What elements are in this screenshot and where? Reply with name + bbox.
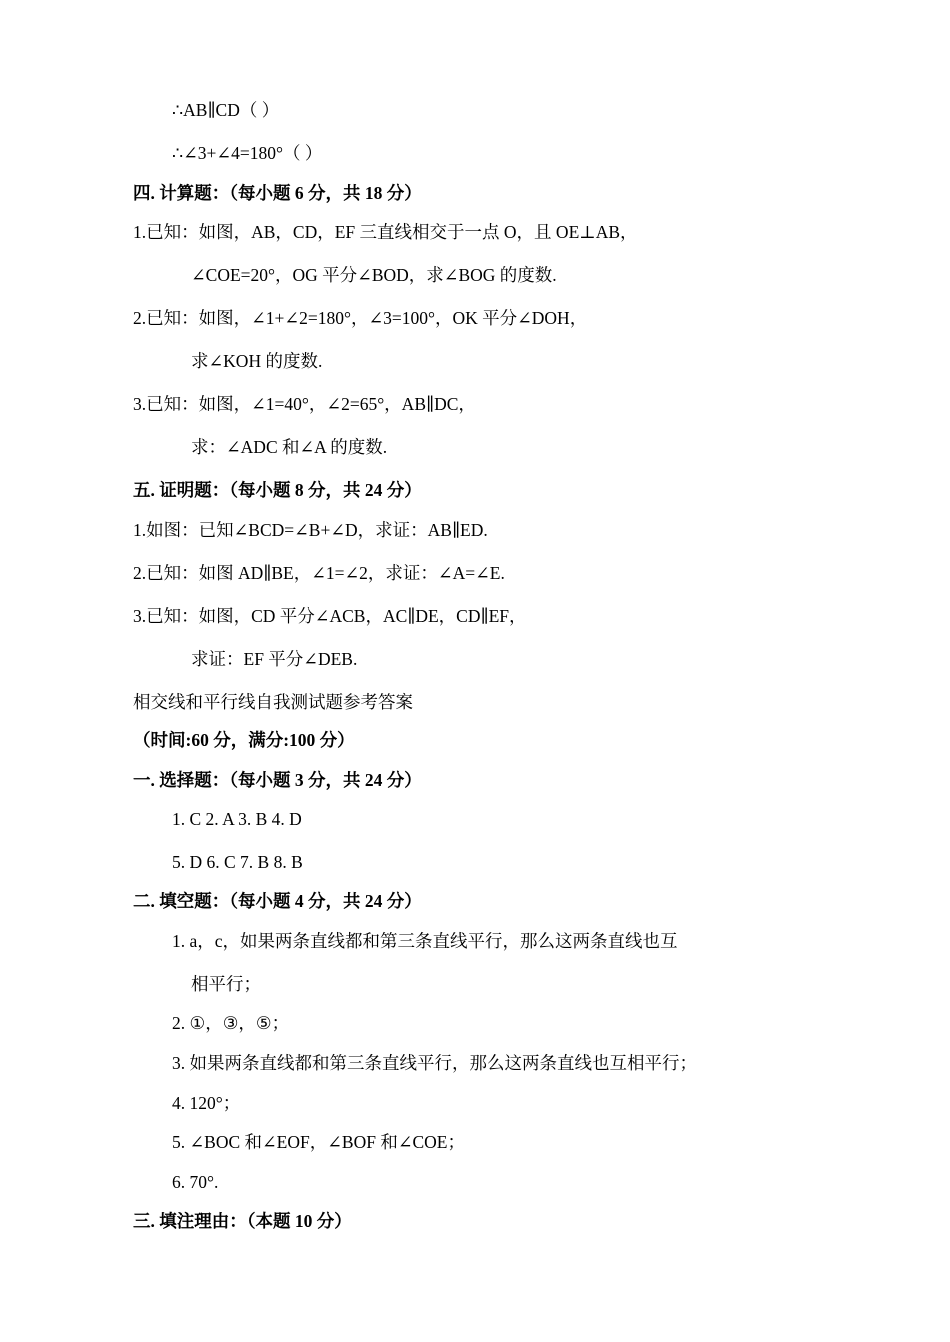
text-line: 求∠KOH 的度数. xyxy=(191,351,323,371)
text-line: 2.已知：如图，∠1+∠2=180°，∠3=100°，OK 平分∠DOH， xyxy=(133,308,588,328)
text-line: 1. a，c，如果两条直线都和第三条直线平行，那么这两条直线也互 xyxy=(172,931,678,951)
answer-subtitle: （时间:60 分，满分:100 分） xyxy=(133,730,355,750)
text-line: 5. ∠BOC 和∠EOF，∠BOF 和∠COE； xyxy=(172,1132,465,1152)
text-line: ∴AB∥CD（ ） xyxy=(172,100,280,120)
section-heading: 三. 填注理由：（本题 10 分） xyxy=(133,1211,352,1231)
text-line: 5. D 6. C 7. B 8. B xyxy=(172,852,303,872)
text-line: 6. 70°. xyxy=(172,1172,219,1192)
section-heading: 一. 选择题：（每小题 3 分，共 24 分） xyxy=(133,770,422,790)
text-line: 3.已知：如图，CD 平分∠ACB，AC∥DE，CD∥EF， xyxy=(133,606,527,626)
text-line: 求：∠ADC 和∠A 的度数. xyxy=(191,437,388,457)
text-line: 相平行； xyxy=(191,974,261,994)
text-line: 求证：EF 平分∠DEB. xyxy=(191,649,358,669)
text-line: 2.已知：如图 AD∥BE，∠1=∠2，求证：∠A=∠E. xyxy=(133,563,505,583)
text-line: 1.如图：已知∠BCD=∠B+∠D，求证：AB∥ED. xyxy=(133,520,488,540)
answer-title: 相交线和平行线自我测试题参考答案 xyxy=(133,692,413,712)
text-line: 1. C 2. A 3. B 4. D xyxy=(172,809,302,829)
text-line: 1.已知：如图，AB，CD，EF 三直线相交于一点 O，且 OE⊥AB， xyxy=(133,222,638,242)
section-heading: 四. 计算题：（每小题 6 分，共 18 分） xyxy=(133,183,422,203)
text-line: 3. 如果两条直线都和第三条直线平行，那么这两条直线也互相平行； xyxy=(172,1053,697,1073)
text-line: 2. ①，③，⑤； xyxy=(172,1013,290,1033)
section-heading: 五. 证明题：（每小题 8 分，共 24 分） xyxy=(133,480,422,500)
section-heading: 二. 填空题：（每小题 4 分，共 24 分） xyxy=(133,891,422,911)
text-line: ∠COE=20°，OG 平分∠BOD，求∠BOG 的度数. xyxy=(191,265,557,285)
text-line: 4. 120°； xyxy=(172,1093,241,1113)
text-line: ∴∠3+∠4=180°（ ） xyxy=(172,143,323,163)
text-line: 3.已知：如图，∠1=40°，∠2=65°，AB∥DC， xyxy=(133,394,476,414)
